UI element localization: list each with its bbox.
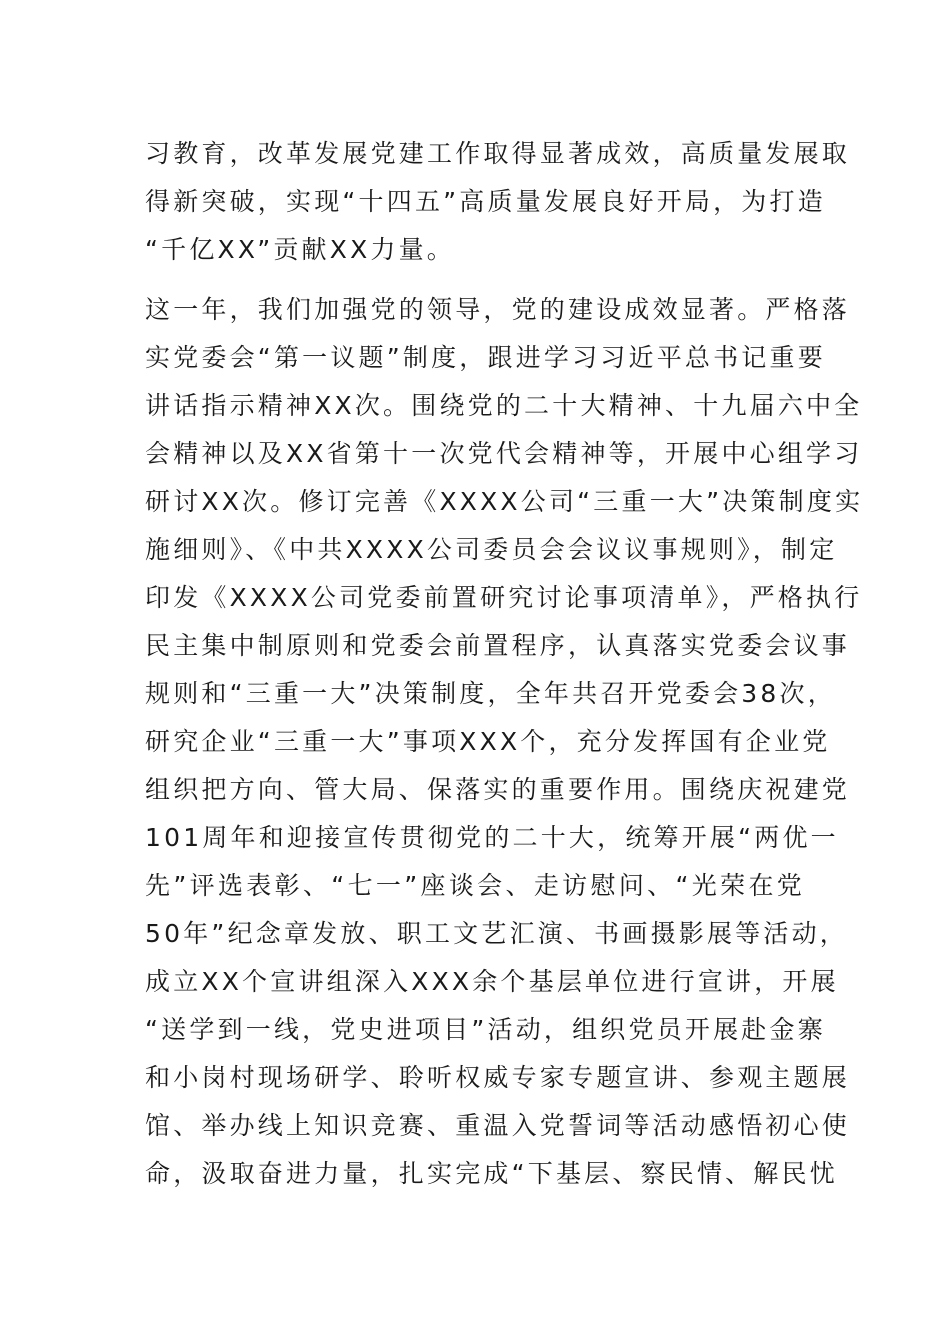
text-line: 规则和“三重一大”决策制度，全年共召开党委会38次， <box>145 679 836 708</box>
text-line: 印发《XXXX公司党委前置研究讨论事项清单》，严格执行 <box>145 583 863 612</box>
text-line: 研究企业“三重一大”事项XXX个，充分发挥国有企业党 <box>145 727 831 756</box>
text-line: 和小岗村现场研学、聆听权威专家专题宣讲、参观主题展 <box>145 1063 851 1092</box>
text-line: 这一年，我们加强党的领导，党的建设成效显著。严格落 <box>145 295 851 324</box>
text-line: 研讨XX次。修订完善《XXXX公司“三重一大”决策制度实 <box>145 487 864 516</box>
text-line: 组织把方向、管大局、保落实的重要作用。围绕庆祝建党 <box>145 775 851 804</box>
text-line: 会精神以及XX省第十一次党代会精神等，开展中心组学习 <box>145 439 863 468</box>
text-line: “送学到一线，党史进项目”活动，组织党员开展赴金寨 <box>145 1015 826 1044</box>
text-line: 得新突破，实现“十四五”高质量发展良好开局，为打造 <box>145 187 826 216</box>
text-line: 命，汲取奋进力量，扎实完成“下基层、察民情、解民忧 <box>145 1159 838 1188</box>
text-line: 成立XX个宣讲组深入XXX余个基层单位进行宣讲，开展 <box>145 967 839 996</box>
text-line: 50年”纪念章发放、职工文艺汇演、书画摄影展等活动， <box>145 919 848 948</box>
text-line: “千亿XX”贡献XX力量。 <box>145 235 455 264</box>
text-line: 实党委会“第一议题”制度，跟进学习习近平总书记重要 <box>145 343 826 372</box>
text-line: 馆、举办线上知识竞赛、重温入党誓词等活动感悟初心使 <box>145 1111 851 1140</box>
text-line: 讲话指示精神XX次。围绕党的二十大精神、十九届六中全 <box>145 391 863 420</box>
text-line: 习教育，改革发展党建工作取得显著成效，高质量发展取 <box>145 139 851 168</box>
text-line: 先”评选表彰、“七一”座谈会、走访慰问、“光荣在党 <box>145 871 805 900</box>
text-line: 民主集中制原则和党委会前置程序，认真落实党委会议事 <box>145 631 851 660</box>
text-line: 施细则》、《中共XXXX公司委员会会议议事规则》，制定 <box>145 535 838 564</box>
text-line: 101周年和迎接宣传贯彻党的二十大，统筹开展“两优一 <box>145 823 839 852</box>
